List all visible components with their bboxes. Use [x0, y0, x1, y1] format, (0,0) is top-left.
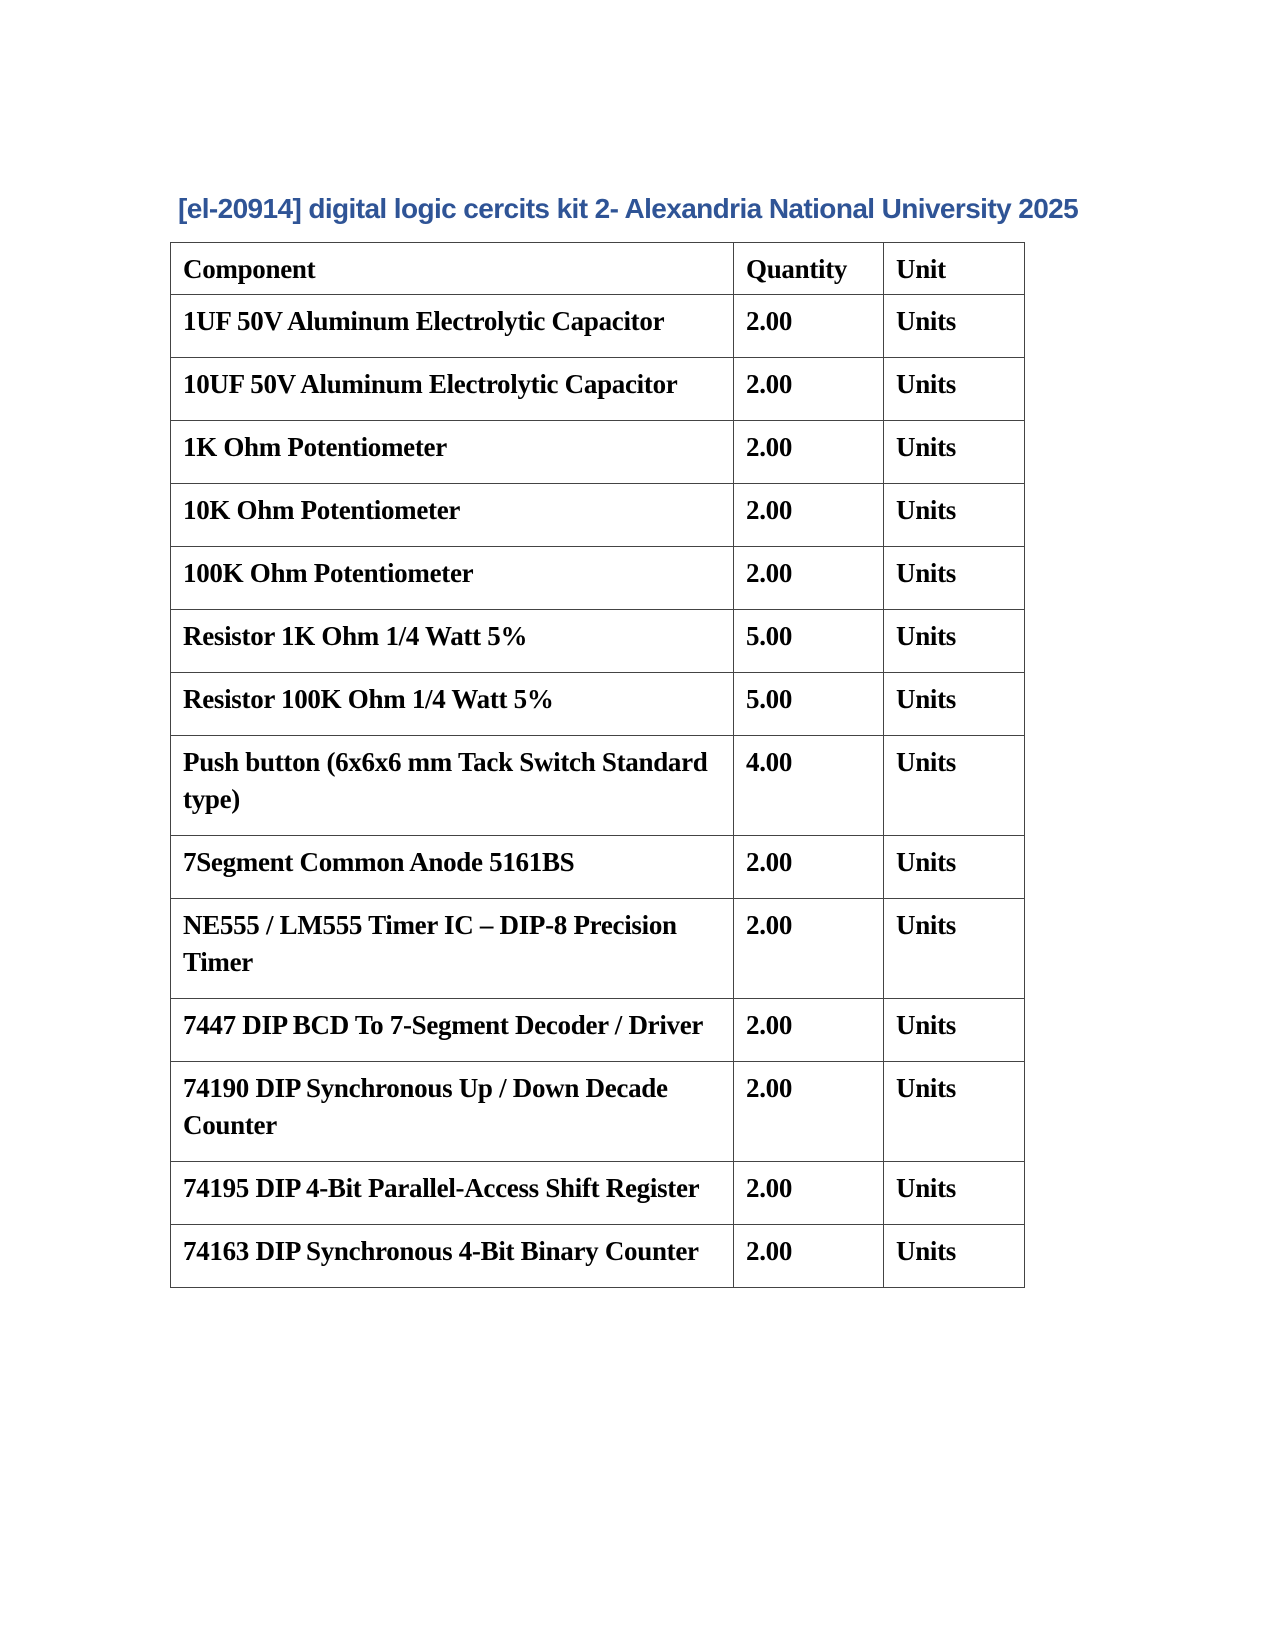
component-cell: 1K Ohm Potentiometer — [171, 421, 734, 484]
table-row — [171, 1062, 1025, 1162]
table-row — [171, 836, 1025, 899]
component-cell: 74163 DIP Synchronous 4-Bit Binary Counter — [171, 1225, 734, 1288]
table-row — [171, 484, 1025, 547]
component-cell: 74195 DIP 4-Bit Parallel-Access Shift Register — [171, 1162, 734, 1225]
unit-cell: Units — [884, 999, 1025, 1062]
quantity-cell: 4.00 — [734, 736, 884, 836]
quantity-cell: 2.00 — [734, 999, 884, 1062]
table-row — [171, 736, 1025, 836]
component-cell: Resistor 1K Ohm 1/4 Watt 5% — [171, 610, 734, 673]
unit-cell: Units — [884, 899, 1025, 999]
unit-cell: Units — [884, 484, 1025, 547]
column-header-quantity: Quantity — [734, 243, 884, 295]
component-cell: 1UF 50V Aluminum Electrolytic Capacitor — [171, 295, 734, 358]
table-row — [171, 421, 1025, 484]
quantity-cell: 2.00 — [734, 358, 884, 421]
component-cell: 10K Ohm Potentiometer — [171, 484, 734, 547]
quantity-cell: 5.00 — [734, 673, 884, 736]
unit-cell: Units — [884, 836, 1025, 899]
component-cell: 100K Ohm Potentiometer — [171, 547, 734, 610]
table-row — [171, 295, 1025, 358]
unit-cell: Units — [884, 673, 1025, 736]
quantity-cell: 2.00 — [734, 1162, 884, 1225]
component-cell: 7447 DIP BCD To 7-Segment Decoder / Driver — [171, 999, 734, 1062]
quantity-cell: 2.00 — [734, 1062, 884, 1162]
quantity-cell: 2.00 — [734, 836, 884, 899]
unit-cell: Units — [884, 610, 1025, 673]
document-title: [el-20914] digital logic cercits kit 2- Alexandria National University 2025 — [178, 193, 1079, 224]
component-cell: 10UF 50V Aluminum Electrolytic Capacitor — [171, 358, 734, 421]
quantity-cell: 2.00 — [734, 899, 884, 999]
table-row — [171, 358, 1025, 421]
table-row — [171, 610, 1025, 673]
unit-cell: Units — [884, 358, 1025, 421]
quantity-cell: 2.00 — [734, 421, 884, 484]
quantity-cell: 2.00 — [734, 1225, 884, 1288]
unit-cell: Units — [884, 295, 1025, 358]
unit-cell: Units — [884, 736, 1025, 836]
components-table — [170, 242, 1025, 1288]
quantity-cell: 2.00 — [734, 484, 884, 547]
component-cell: Push button (6x6x6 mm Tack Switch Standard type) — [171, 736, 734, 836]
table-row — [171, 999, 1025, 1062]
table-row — [171, 1162, 1025, 1225]
unit-cell: Units — [884, 421, 1025, 484]
table-row — [171, 1225, 1025, 1288]
quantity-cell: 2.00 — [734, 295, 884, 358]
table-row — [171, 899, 1025, 999]
table-header-row — [171, 243, 1025, 295]
unit-cell: Units — [884, 1162, 1025, 1225]
component-cell: Resistor 100K Ohm 1/4 Watt 5% — [171, 673, 734, 736]
unit-cell: Units — [884, 547, 1025, 610]
table-row — [171, 673, 1025, 736]
quantity-cell: 5.00 — [734, 610, 884, 673]
quantity-cell: 2.00 — [734, 547, 884, 610]
table-row — [171, 547, 1025, 610]
unit-cell: Units — [884, 1062, 1025, 1162]
column-header-unit: Unit — [884, 243, 1025, 295]
component-cell: NE555 / LM555 Timer IC – DIP-8 Precision Timer — [171, 899, 734, 999]
component-cell: 74190 DIP Synchronous Up / Down Decade Counter — [171, 1062, 734, 1162]
column-header-component: Component — [171, 243, 734, 295]
component-cell: 7Segment Common Anode 5161BS — [171, 836, 734, 899]
unit-cell: Units — [884, 1225, 1025, 1288]
